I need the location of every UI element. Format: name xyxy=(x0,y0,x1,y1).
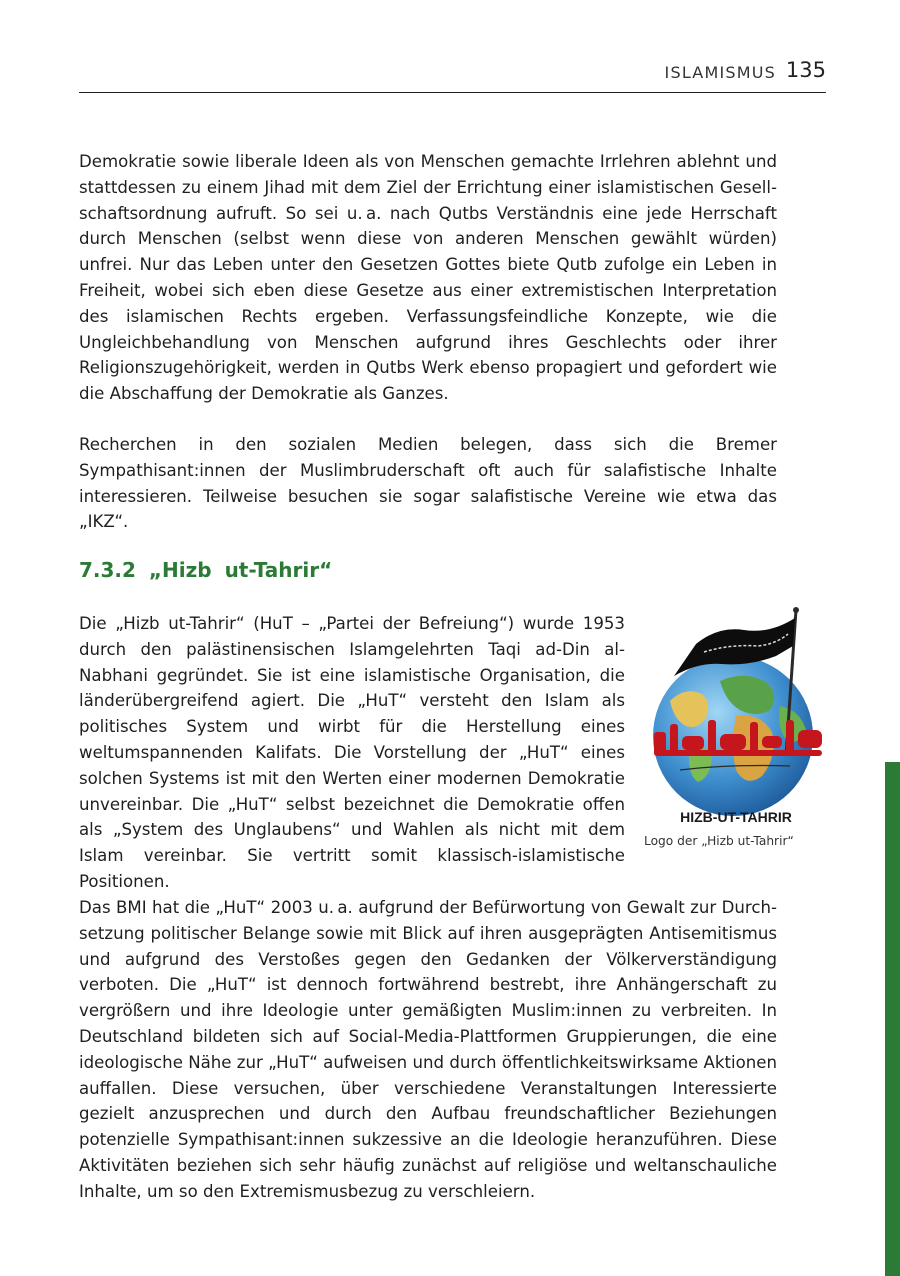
body-paragraph-4: Das BMI hat die „HuT“ 2003 u. a. aufgrund der Befürwortung von Gewalt zur Durchsetzung politischer Belange sowie mit Blick auf ihren ausgeprägten Antisemitismus und aufgrund des Verstoßes gegen den Gedanken der Völkerverständigung verboten. Die „HuT“ ist dennoch fortwährend bestrebt, ihre Anhängerschaft zu vergrößern und ihre Ideologie unter gemäßigten Muslim:innen zu verbreiten. In Deutschland bildeten sich auf Social-Media-Plattformen Gruppierungen, die eine ideologische Nähe zur „HuT“ aufweisen und durch öffentlichkeitswirksame Aktionen auffallen. Diese versuchen, über verschiedene Veranstaltungen Interessierte gezielt anzusprechen und durch den Aufbau freundschaftlicher Beziehungen potenzielle Sympathisant:innen sukzessive an die Ideologie heranzuführen. Diese Aktivitäten beziehen sich sehr häufig zunächst auf religiöse und weltanschauliche Inhalte, um so den Extremismusbezug zu verschleiern. xyxy=(79,898,777,1201)
section-title: ISLAMISMUS xyxy=(664,63,776,82)
body-paragraph-1: Demokratie sowie liberale Ideen als von Menschen gemachte Irrlehren ablehnt und stattdessen zu einem Jihad mit dem Ziel der Errichtung einer islamistischen Gesellschaftsordnung aufruft. So sei u. a. nach Qutbs Verständnis eine jede Herrschaft durch Menschen (selbst wenn diese von anderen Menschen gewählt würden) unfrei. Nur das Leben unter den Gesetzen Gottes biete Qutb zufolge ein Leben in Freiheit, wobei sich eben diese Gesetze aus einer extremistischen Interpretation des islamischen Rechts ergeben. Verfassungsfeindliche Konzepte, wie die Ungleichbehandlung von Menschen aufgrund ihres Geschlechts oder ihrer Religionszugehörigkeit, werden in Qutbs Werk ebenso propagiert und gefordert wie die Abschaffung der Demokratie als Ganzes. xyxy=(79,152,777,404)
running-header xyxy=(79,58,826,93)
chapter-marker-bar xyxy=(885,762,900,1276)
hizb-ut-tahrir-logo-figure xyxy=(640,606,830,826)
page-number: 135 xyxy=(785,58,826,82)
logo-text: HIZB-UT-TAHRIR xyxy=(680,809,792,825)
body-paragraph-3: Die „Hizb ut-Tahrir“ (HuT – „Partei der Befreiung“) wurde 1953 durch den palästinensischen Islamgelehrten Taqi ad-Din al-Nabhani gegründet. Sie ist eine islamistische Organisation, die länderübergreifend agiert. Die „HuT“ versteht den Islam als politisches System und wirbt für die Herstellung eines weltumspannenden Kalifats. Die Vorstellung der „HuT“ eines solchen Systems ist mit den Werten einer modernen Demokratie unvereinbar. Die „HuT“ selbst bezeichnet die Demokratie offen als „System des Unglaubens“ und Wahlen als nicht mit dem Islam vereinbar. Sie vertritt somit klassisch-islamistische Positionen. xyxy=(79,614,625,891)
section-heading: 7.3.2 „Hizb ut-Tahrir“ xyxy=(79,558,333,582)
black-flag-over-globe-logo-icon xyxy=(640,606,830,826)
body-paragraph-2: Recherchen in den sozialen Medien belegen, dass sich die Bremer Sympathisant:innen der Muslimbruderschaft oft auch für salafistische Inhalte interessieren. Teilweise besuchen sie sogar salafistische Vereine wie etwa das „IKZ“. xyxy=(79,435,777,532)
figure-caption: Logo der „Hizb ut-Tahrir“ xyxy=(644,834,794,848)
